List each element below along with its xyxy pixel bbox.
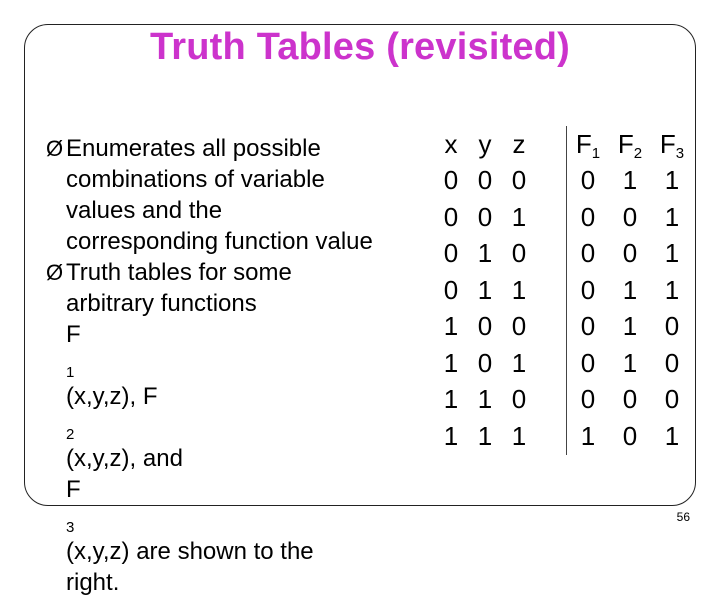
- cell-x: 1: [443, 311, 459, 342]
- slide-title: Truth Tables (revisited): [149, 26, 571, 68]
- column-separator: [536, 199, 567, 236]
- cell-z: 0: [511, 165, 527, 196]
- column-header-y: y: [478, 128, 492, 159]
- bullet-item: [46, 257, 426, 598]
- cell-f1: 0: [567, 199, 610, 236]
- table-row: [434, 345, 693, 382]
- cell-f3: 0: [664, 311, 680, 342]
- arrow-bullet-icon: Ø: [46, 136, 64, 161]
- cell-f3: 1: [664, 420, 680, 451]
- bullet-line: Truth tables for some: [66, 259, 292, 286]
- column-header-f1: $F_1$: [567, 126, 610, 163]
- cell-f2: 1: [622, 165, 638, 196]
- cell-f2: 1: [622, 347, 638, 378]
- column-separator: [536, 126, 567, 163]
- cell-z: 1: [511, 347, 527, 378]
- cell-x: 0: [443, 274, 459, 305]
- cell-f3: 0: [664, 384, 680, 415]
- cell-y: 1: [477, 238, 493, 269]
- table-row: [434, 418, 693, 455]
- cell-f3: 1: [664, 238, 680, 269]
- column-separator: [536, 345, 567, 382]
- column-separator: [536, 309, 567, 346]
- cell-x: 1: [443, 347, 459, 378]
- cell-f1: 1: [567, 418, 610, 455]
- cell-f3: 1: [664, 274, 680, 305]
- bullet-line: arbitrary functions: [66, 290, 257, 317]
- cell-y: 1: [477, 274, 493, 305]
- cell-f2: 0: [622, 201, 638, 232]
- bullet-text: [66, 257, 314, 598]
- table-header-row: [434, 126, 693, 163]
- cell-z: 1: [511, 274, 527, 305]
- cell-z: 0: [511, 311, 527, 342]
- table-row: [434, 309, 693, 346]
- cell-f1: 0: [567, 382, 610, 419]
- cell-y: 1: [477, 420, 493, 451]
- cell-f1: 0: [567, 163, 610, 200]
- cell-f2: 0: [622, 238, 638, 269]
- bullet-item: [46, 133, 426, 257]
- cell-x: 1: [443, 420, 459, 451]
- column-header-f2: $F_2$: [617, 128, 643, 162]
- cell-f3: 1: [664, 165, 680, 196]
- table-row: [434, 382, 693, 419]
- cell-f3: 0: [664, 347, 680, 378]
- cell-f1: 0: [567, 272, 610, 309]
- cell-y: 0: [477, 347, 493, 378]
- table-row: [434, 236, 693, 273]
- table-row: [434, 199, 693, 236]
- cell-y: 0: [477, 311, 493, 342]
- bullet-line: Enumerates all possible: [66, 135, 321, 162]
- cell-x: 1: [443, 384, 459, 415]
- bullet-line: corresponding function value: [66, 228, 373, 255]
- bullet-line: right.: [66, 569, 120, 596]
- cell-f2: 0: [622, 420, 638, 451]
- column-separator: [536, 382, 567, 419]
- column-separator: [536, 236, 567, 273]
- truth-table-body: [434, 163, 693, 455]
- cell-f2: 1: [622, 274, 638, 305]
- cell-y: 1: [477, 384, 493, 415]
- cell-z: 0: [511, 238, 527, 269]
- column-separator: [536, 272, 567, 309]
- cell-f2: 1: [622, 311, 638, 342]
- column-header-x: x: [444, 128, 458, 159]
- truth-table: [434, 126, 693, 455]
- arrow-bullet-icon: Ø: [46, 260, 64, 285]
- table-row: [434, 272, 693, 309]
- cell-y: 0: [477, 165, 493, 196]
- cell-x: 0: [443, 201, 459, 232]
- bullet-list: [46, 133, 426, 598]
- column-separator: [536, 163, 567, 200]
- column-header-f3: $F_3$: [659, 128, 685, 162]
- cell-f2: 0: [622, 384, 638, 415]
- page-number: 56: [676, 510, 690, 524]
- cell-f3: 1: [664, 201, 680, 232]
- column-header-z: z: [512, 128, 526, 159]
- table-row: [434, 163, 693, 200]
- cell-f1: 0: [567, 309, 610, 346]
- cell-x: 0: [443, 165, 459, 196]
- bullet-text: [66, 133, 373, 257]
- cell-f1: 0: [567, 345, 610, 382]
- bullet-line: values and the: [66, 197, 223, 224]
- cell-y: 0: [477, 201, 493, 232]
- cell-x: 0: [443, 238, 459, 269]
- cell-z: 0: [511, 384, 527, 415]
- cell-z: 1: [511, 201, 527, 232]
- column-separator: [536, 418, 567, 455]
- bullet-line-functions: F $_3$ (x,y,z) are shown to the: [66, 476, 314, 565]
- cell-z: 1: [511, 420, 527, 451]
- bullet-line-functions: F $_1$ (x,y,z), F $_2$ (x,y,z), and: [66, 321, 183, 472]
- bullet-line: combinations of variable: [66, 166, 325, 193]
- cell-f1: 0: [567, 236, 610, 273]
